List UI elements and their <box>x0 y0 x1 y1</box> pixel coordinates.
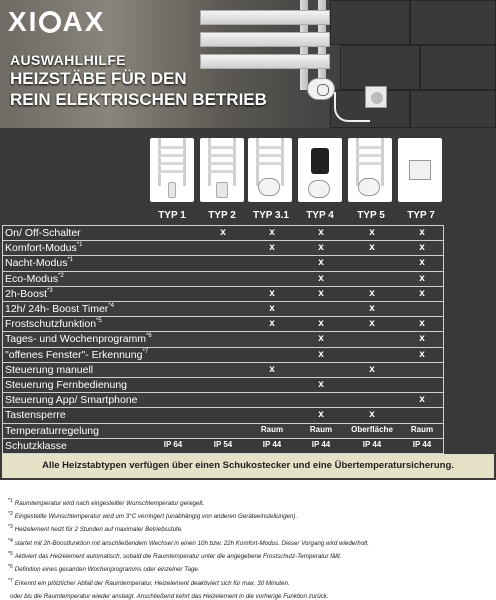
table-cell: x <box>419 287 425 299</box>
table-cell: x <box>369 242 375 254</box>
wall-tile <box>410 0 496 45</box>
table-cell: IP 44 <box>311 439 331 449</box>
footnotes <box>8 496 494 600</box>
table-row <box>2 316 444 332</box>
row-label-text: Schutzklasse <box>5 439 67 452</box>
table-cell: Raum <box>309 424 333 434</box>
wall-tile <box>410 90 496 128</box>
row-label-text: On/ Off-Schalter <box>5 227 81 239</box>
row-label-text: Steuerung manuell <box>5 363 94 376</box>
footnote-text: Eingestellte Wunschtemperatur wird um 3°C verringert (unabhängig von anderen Geräteeinstellungen). <box>14 513 298 520</box>
info-banner: Alle Heizstabtypen verfügen über einen Schukostecker und eine Übertemperatursicherung. <box>2 454 494 478</box>
footnote-text: Erkennt ein plötzlicher Abfall der Raumtemperatur, Heizelement deaktiviert sich für max. 30 Minuten. <box>14 580 290 587</box>
table-cell: x <box>318 318 324 330</box>
row-label <box>5 318 102 330</box>
row-label <box>5 425 99 437</box>
footnote <box>8 549 494 562</box>
table-cell: IP 44 <box>412 439 432 449</box>
footnote-mark: *1 <box>8 498 13 504</box>
footnote-mark: *5 <box>8 551 13 557</box>
footnote-ref: *7 <box>142 348 149 355</box>
footnote-mark: *7 <box>8 578 13 584</box>
table-row <box>2 301 444 317</box>
table-cell: x <box>269 287 275 299</box>
title-line-2: HEIZSTÄBE FÜR DEN <box>10 69 187 88</box>
footnote-ref: *2 <box>58 272 64 279</box>
table-cell: x <box>269 227 275 238</box>
table-cell: x <box>419 318 425 330</box>
table-row <box>2 407 444 423</box>
footnote-ref: *1 <box>67 257 74 264</box>
table-cell: x <box>318 257 324 269</box>
product-image-typ-3-1 <box>248 138 292 202</box>
table-cell: x <box>419 242 425 254</box>
row-label <box>5 379 127 391</box>
footnote <box>8 589 494 600</box>
row-label <box>5 288 53 300</box>
footnote-ref: *6 <box>146 333 152 340</box>
footnote-ref: *1 <box>76 242 83 249</box>
table-cell: x <box>369 363 375 375</box>
product-image-typ-4 <box>298 138 342 202</box>
table-cell: x <box>318 272 324 284</box>
footnote-text: startet mit 2h-Boostfunktion mit anschließendem Wechsel in einen 10h bzw. 22h Komfort-Modus. Dieser Vorgang wird wiederholt. <box>14 540 369 547</box>
product-image-typ-1 <box>150 138 194 202</box>
table-row <box>2 362 444 378</box>
row-label-text: Steuerung App/ Smartphone <box>5 394 138 407</box>
row-label <box>5 227 81 239</box>
table-row <box>2 331 444 347</box>
product-image-typ-7 <box>398 138 442 202</box>
row-label-text: Steuerung Fernbedienung <box>5 379 128 391</box>
row-label-text: Frostschutzfunktion <box>5 318 97 331</box>
table-cell: x <box>318 333 324 345</box>
row-label <box>5 257 73 269</box>
table-cell: x <box>318 348 324 360</box>
footnote-ref: *4 <box>108 303 114 309</box>
title-line-3: REIN ELEKTRISCHEN BETRIEB <box>10 90 267 109</box>
footnote-mark: *2 <box>8 511 13 517</box>
column-header: TYP 4 <box>306 210 334 221</box>
row-label <box>5 273 64 285</box>
table-cell: x <box>318 409 324 421</box>
table-row <box>2 240 444 256</box>
column-header: TYP 2 <box>208 210 236 221</box>
table-row <box>2 423 444 439</box>
footnote-mark: *3 <box>8 524 13 530</box>
footnote-text: Aktiviert das Heizelement automatisch, sobald die Raumtemperatur unter die angegebene Frostschutz-Temperatur fällt. <box>14 553 342 560</box>
table-cell: x <box>369 303 375 314</box>
footnote-ref: *5 <box>96 318 102 325</box>
row-label-text: 2h-Boost <box>5 287 48 300</box>
table-cell: x <box>369 287 375 299</box>
footnote <box>8 496 494 509</box>
heating-rod-image <box>307 78 335 100</box>
footnote <box>8 576 494 589</box>
table-cell: x <box>318 227 324 238</box>
table-cell: x <box>419 272 425 284</box>
table-cell: x <box>269 318 275 330</box>
row-label-text: 12h/ 24h- Boost Timer <box>5 303 109 315</box>
column-header: TYP 1 <box>158 210 186 221</box>
table-cell: x <box>419 348 425 360</box>
footnote-mark: *6 <box>8 564 13 570</box>
title-line-1: AUSWAHLHILFE <box>10 52 127 68</box>
table-row <box>2 255 444 271</box>
table-cell: Raum <box>410 424 434 434</box>
row-label-text: Nacht-Modus <box>5 257 68 270</box>
table-cell: x <box>318 379 324 390</box>
table-cell: IP 44 <box>362 439 382 449</box>
table-row <box>2 438 444 454</box>
table-row <box>2 286 444 302</box>
table-cell: IP 64 <box>163 439 183 449</box>
column-header: TYP 3.1 <box>253 210 289 221</box>
row-label <box>5 409 66 421</box>
row-label <box>5 440 67 452</box>
table-cell: x <box>318 287 324 299</box>
wall-tile <box>330 0 410 45</box>
row-label-text: Eco-Modus <box>5 272 59 285</box>
table-cell: Oberfläche <box>351 424 393 434</box>
table-row <box>2 271 444 287</box>
hero-banner <box>0 0 496 128</box>
comparison-panel <box>0 128 496 480</box>
row-label <box>5 394 138 406</box>
table-row <box>2 392 444 408</box>
footnote-text: oder bis die Raumtemperatur wieder ansteigt. Anschließend kehrt das Heizelement in die vorherige Funktion zurück. <box>10 593 329 600</box>
table-cell: x <box>419 333 425 345</box>
footnote <box>8 562 494 575</box>
column-header: TYP 5 <box>357 210 385 221</box>
page-title <box>10 52 267 110</box>
footnote-ref: *3 <box>47 287 53 294</box>
row-label-text: Komfort-Modus <box>5 242 77 255</box>
footnote <box>8 509 494 522</box>
table-cell: x <box>369 409 375 421</box>
table-row <box>2 347 444 363</box>
row-label <box>5 242 82 254</box>
table-cell: x <box>318 242 324 254</box>
row-label <box>5 333 152 345</box>
wall-socket-image <box>365 86 387 108</box>
table-cell: x <box>419 257 425 269</box>
row-label <box>5 303 114 315</box>
table-cell: Raum <box>260 424 284 434</box>
row-label-text: Tastensperre <box>5 409 66 422</box>
table-cell: x <box>369 227 375 238</box>
footnote-text: Heizelement heizt für 2 Stunden auf maximaler Betriebsstufe. <box>14 526 183 533</box>
column-header: TYP 7 <box>407 210 435 221</box>
row-label-text: "offenes Fenster"- Erkennung <box>5 348 143 361</box>
table-cell: x <box>419 227 425 238</box>
footnote <box>8 536 494 549</box>
brand-logo: XI AX <box>8 6 106 37</box>
row-label <box>5 349 148 361</box>
table-cell: x <box>220 227 226 238</box>
product-image-typ-5 <box>348 138 392 202</box>
table-cell: IP 54 <box>213 439 233 449</box>
table-cell: x <box>419 394 425 406</box>
footnote-mark: *4 <box>8 538 13 544</box>
product-image-typ-2 <box>200 138 244 202</box>
wall-tile <box>420 45 496 90</box>
table-row <box>2 377 444 393</box>
wall-tile <box>340 45 420 90</box>
footnote <box>8 522 494 535</box>
table-cell: x <box>269 242 275 254</box>
row-label <box>5 364 93 376</box>
table-cell: x <box>269 303 275 314</box>
table-cell: x <box>269 363 275 375</box>
table-row <box>2 225 444 241</box>
footnote-text: Raumtemperatur wird nach eingestellter Wunschtemperatur geregelt. <box>14 500 205 507</box>
row-label-text: Temperaturregelung <box>5 424 99 437</box>
table-cell: IP 44 <box>262 439 282 449</box>
row-label-text: Tages- und Wochenprogramm <box>5 333 147 346</box>
table-cell: x <box>369 318 375 330</box>
footnote-text: Definition eines gesamten Wochenprogramms oder einzelner Tage. <box>14 566 200 573</box>
